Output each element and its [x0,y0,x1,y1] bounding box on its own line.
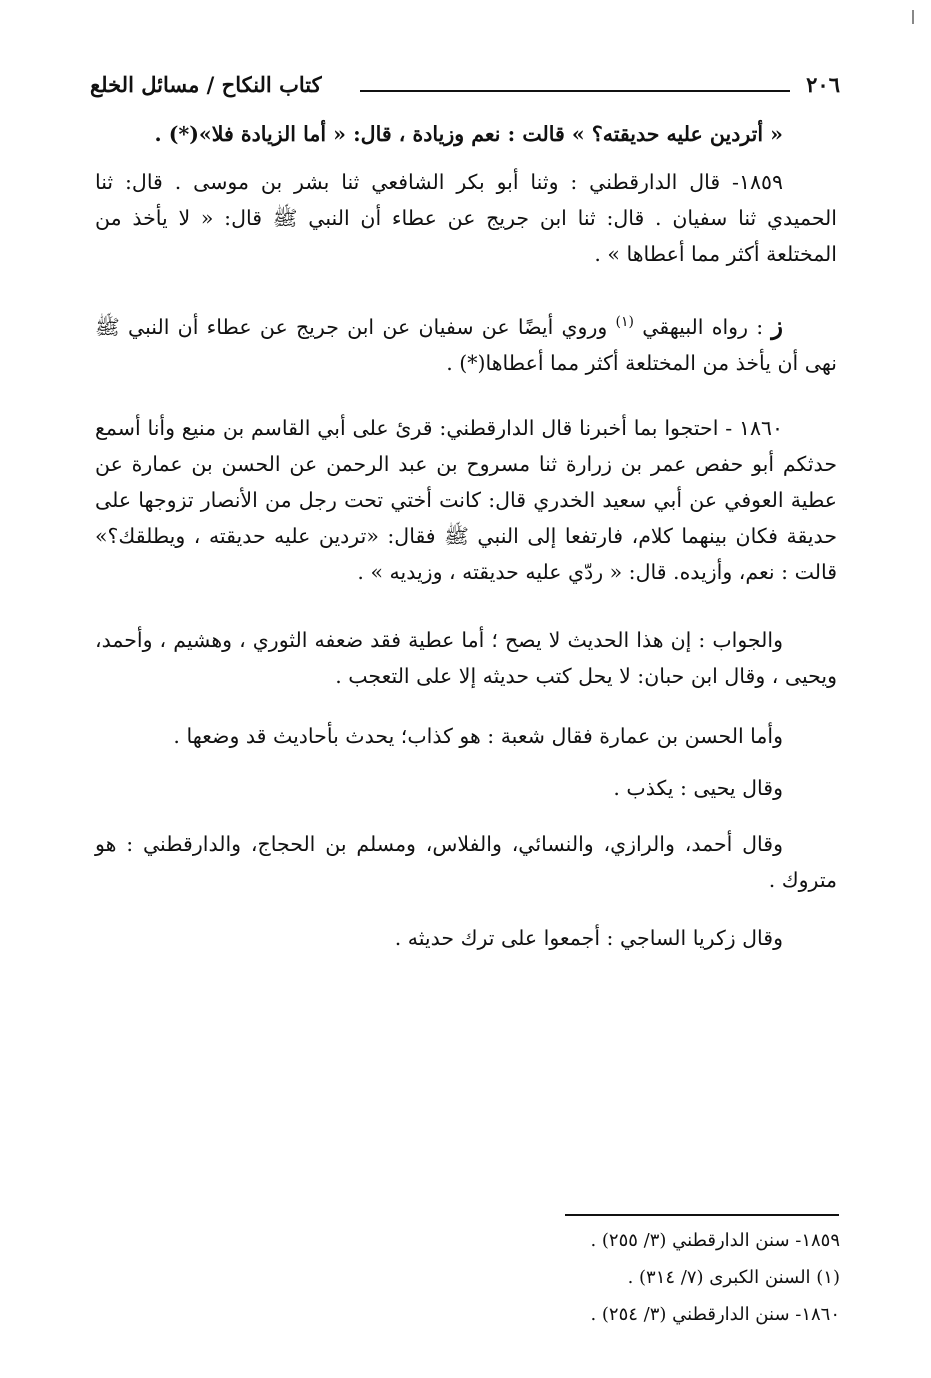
footnote-item: ١٨٥٩- سنن الدارقطني (٣/ ٢٥٥) . [590,1230,840,1251]
scan-mark [912,10,914,24]
footnote-rule [565,1214,839,1216]
footnotes [400,1222,840,1333]
paragraph-yahya: وقال يحيى : يكذب . [613,776,783,800]
answer-section [95,622,837,694]
paragraph-continuation: « أتردين عليه حديقته؟ » قالت : نعم وزيادة ، قال: « أما الزيادة فلا»(*) . [154,122,783,146]
critics-section [95,826,837,898]
note-text-b: وروي أيضًا عن سفيان عن ابن جريج عن عطاء أن النبي ﷺ نهى أن يأخذ من المختلعة أكثر مما أعطاها(*) . [95,314,837,375]
hasan-section [95,718,837,754]
paragraph-1860: ١٨٦٠ - احتجوا بما أخبرنا قال الدارقطني: قرئ على أبي القاسم بن منيع وأنا أسمع حدثكم أبو حفص عمر بن زرارة ثنا مسروح بن عبد الرحمن عن الحسن بن عمارة عن عطية العوفي عن أبي سعيد الخدري قال: كانت أختي تحت رجل من الأنصار تزوجها على حديقة فكان بينهما كلام، فارتفعا إلى النبي ﷺ فقال: «تردين عليه حديقته ، ويطلقك؟» قالت : نعم، وأزيده. قال: « ردّي عليه حديقته ، وزيديه » . [95,416,837,584]
hadith-continuation [95,116,837,152]
page-number: ٢٠٦ [806,72,840,97]
footnote-item: (١) السنن الكبرى (٧/ ٣١٤) . [627,1267,840,1288]
hadith-1859 [95,164,837,272]
yahya-section [95,770,837,806]
header-rule [360,90,790,92]
saji-section [95,920,837,956]
hadith-1860 [95,410,837,590]
footnote-item: ١٨٦٠- سنن الدارقطني (٣/ ٢٥٤) . [590,1304,840,1325]
paragraph-bayhaqi [95,304,837,381]
note-bayhaqi [95,304,837,381]
paragraph-saji: وقال زكريا الساجي : أجمعوا على ترك حديثه . [394,926,783,950]
note-letter: ز [771,310,783,340]
paragraph-answer: والجواب : إن هذا الحديث لا يصح ؛ أما عطية فقد ضعفه الثوري ، وهشيم ، وأحمد، ويحيى ، وقال ابن حبان: لا يحل كتب حديثه إلا على التعجب . [95,628,837,688]
page-header [90,72,840,112]
paragraph-1859: ١٨٥٩- قال الدارقطني : وثنا أبو بكر الشافعي ثنا بشر بن موسى . قال: ثنا الحميدي ثنا سفيان . قال: ثنا ابن جريج عن عطاء أن النبي ﷺ قال: « لا يأخذ من المختلعة أكثر مما أعطاها » . [95,170,837,266]
running-title: كتاب النكاح / مسائل الخلع [90,72,322,97]
paragraph-hasan: وأما الحسن بن عمارة فقال شعبة : هو كذاب؛ يحدث بأحاديث قد وضعها . [173,724,783,748]
paragraph-critics: وقال أحمد، والرازي، والنسائي، والفلاس، ومسلم بن الحجاج، والدارقطني : هو متروك . [95,832,837,892]
note-text-a: : رواه البيهقي [642,314,764,339]
footnote-ref: (١) [615,314,634,330]
